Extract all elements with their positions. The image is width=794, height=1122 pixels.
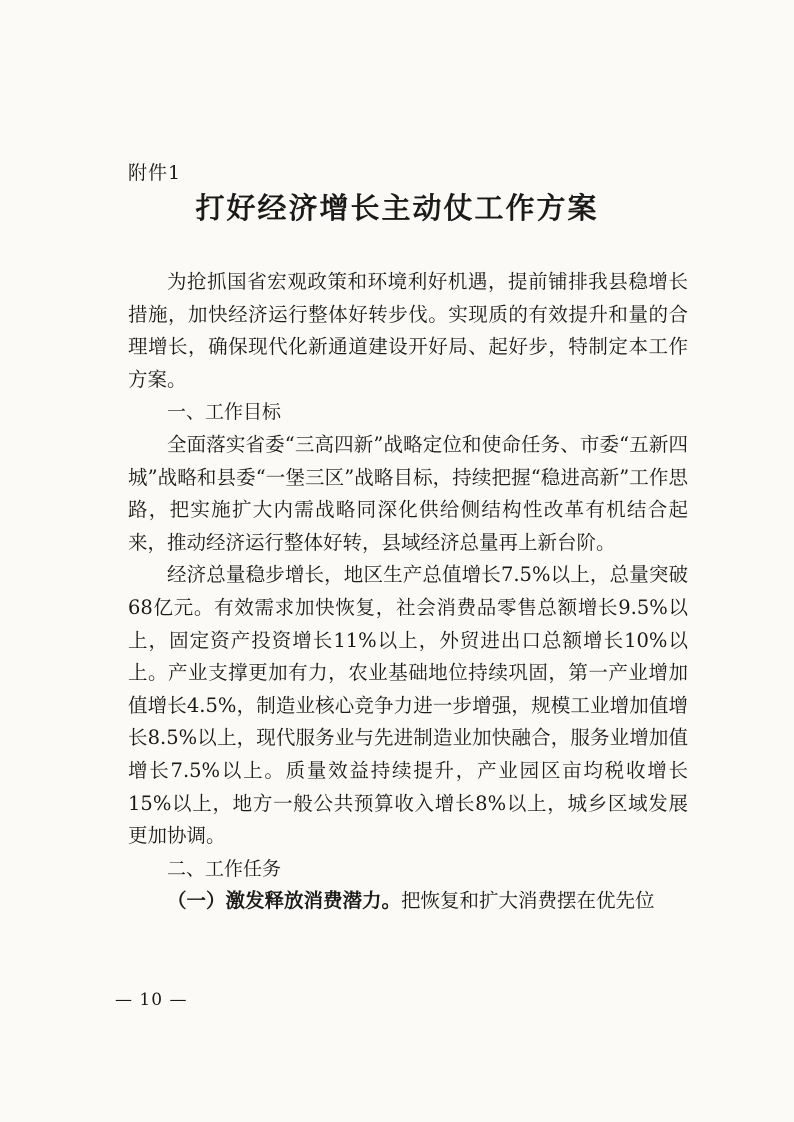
intro-paragraph: 为抢抓国省宏观政策和环境利好机遇，提前铺排我县稳增长措施，加快经济运行整体好转步伐。实现质的有效提升和量的合理增长，确保现代化新通道建设开好局、起好步，特制定本工作方案。 [128,270,688,391]
goals-paragraph-2: 经济总量稳步增长，地区生产总值增长7.5%以上，总量突破68亿元。有效需求加快恢复，社会消费品零售总额增长9.5%以上，固定资产投资增长11%以上，外贸进出口总额增长10%以上。产业支撑更加有力，农业基础地位持续巩固，第一产业增加值增长4.5%，制造业核心竞争力进一步增强，规模工业增加值增长8.5%以上，现代服务业与先进制造业加快融合，服务业增加值增长7.5%以上。质量效益持续提升，产业园区亩均税收增长15%以上，地方一般公共预算收入增长8%以上，城乡区域发展更加协调。 [128,563,688,848]
task-paragraph-1 [128,885,688,918]
document-body [128,266,688,918]
section-heading-tasks: 二、工作任务 [167,857,282,880]
attachment-label: 附件1 [128,162,182,184]
document-title: 打好经济增长主动仗工作方案 [195,191,599,225]
goals-paragraph-1: 全面落实省委“三高四新”战略定位和使命任务、市委“五新四城”战略和县委“一堡三区”战略目标，持续把握“稳进高新”工作思路，把实施扩大内需战略同深化供给侧结构性改革有机结合起来，推动经济运行整体好转，县域经济总量再上新台阶。 [128,432,688,554]
task-1-text: 把恢复和扩大消费摆在优先位 [401,889,655,913]
section-heading-goals: 一、工作目标 [167,401,282,424]
page-number: — 10 — [115,990,188,1010]
task-1-lead: （一）激发释放消费潜力。 [167,889,402,913]
